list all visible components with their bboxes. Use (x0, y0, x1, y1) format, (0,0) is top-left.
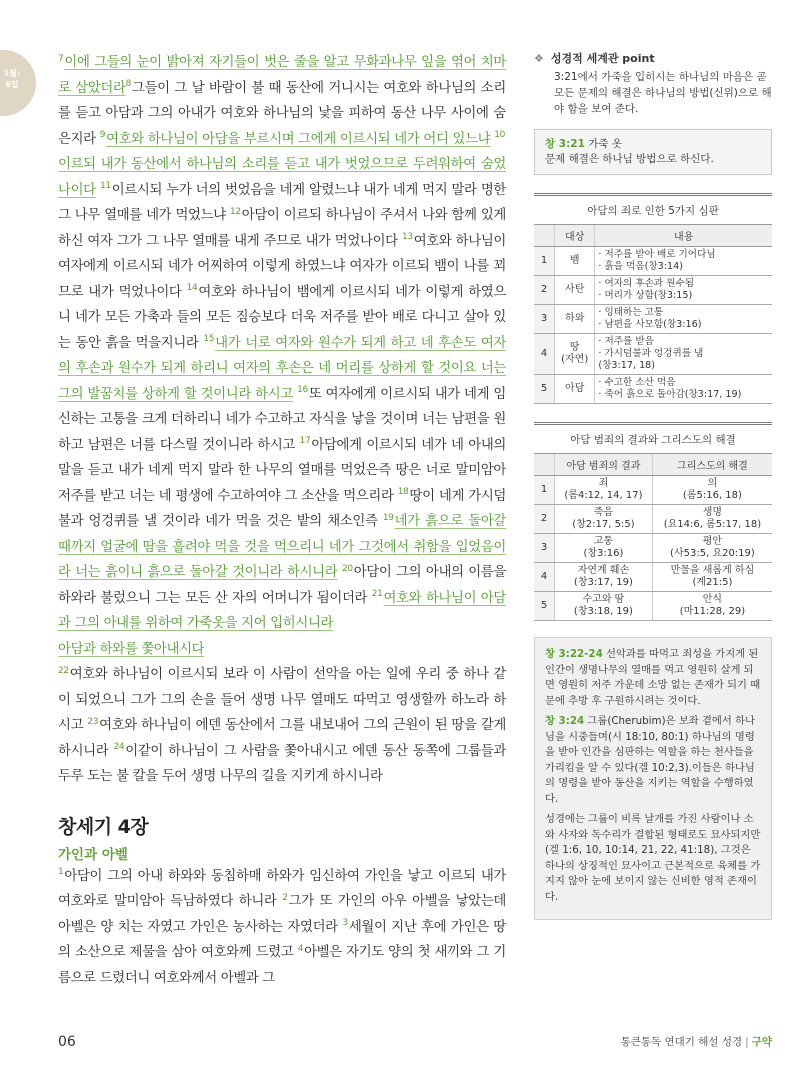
row-number: 1 (534, 247, 555, 276)
col-content: 내용 (595, 225, 772, 247)
judgment-target: 하와 (555, 305, 595, 334)
highlighted-verse-text: 여호와 하나님이 아담을 부르시며 그에게 이르시되 네가 어디 있느냐 (106, 131, 491, 147)
judgment-content: · 여자의 후손과 원수됨 · 머리가 상함(창3:15) (595, 276, 772, 305)
verse-number: 10 (494, 130, 505, 141)
christ-solution: 안식 (마11:28, 29) (652, 592, 772, 621)
verse-number: 21 (371, 589, 383, 600)
diamond-cluster-icon: ❖ (534, 51, 544, 65)
table-row (534, 247, 772, 276)
table-row (534, 334, 772, 375)
judgment-target: 뱀 (555, 247, 595, 276)
judgment-table (534, 193, 772, 404)
verse-text: 아담이 이르되 하나님이 주셔서 나와 함께 있게 하신 여자 그가 그 나무 열매를 내게 주므로 내가 먹었나이다 (58, 208, 507, 249)
col-solution: 그리스도의 해결 (652, 454, 772, 476)
judgment-target: 사탄 (555, 276, 595, 305)
verse-text: 아벨은 자기도 양의 첫 새끼와 그 기름으로 드렸더니 여호와께서 아벨과 그 (58, 945, 507, 986)
verse-text: 여호와 하나님이 뱀에게 이르시되 네가 이렇게 하였으니 네가 모든 가축과 들의 모든 짐승보다 더욱 저주를 받아 배로 다니고 살아 있는 동안 흙을 먹을지니라 (58, 284, 506, 351)
verse-number: 14 (186, 283, 198, 294)
highlighted-verse-text: 이르되 내가 동산에서 하나님의 소리를 듣고 내가 벗었으므로 두려워하여 숨었나이다 (58, 157, 506, 198)
row-number: 5 (534, 592, 555, 621)
verse-number: 4 (297, 943, 304, 954)
highlighted-verse-text: 이에 그들의 눈이 밝아져 자기들이 벗은 줄을 알고 무화과나무 잎을 엮어 치마로 삼았더라 (58, 55, 506, 96)
verse-number: 16 (297, 385, 308, 396)
judgment-content: · 수고한 소산 먹음 · 죽어 흙으로 돌아감(창3:17, 19) (595, 375, 772, 404)
note-3-22-24: 창 3:22-24 선악과를 따먹고 죄성을 가지게 된 인간이 생명나무의 열매를 먹고 영원히 살게 되면 영원히 저주 가운데 소망 없는 존재가 되기 때문에 추방 후 구원하시려는 것이다. (545, 648, 761, 707)
verse-number: 17 (299, 436, 311, 447)
verse-number: 11 (99, 181, 111, 192)
verse-number: 13 (401, 232, 413, 243)
section-label: 구약 (751, 1036, 772, 1048)
sin-result: 고통 (창3:16) (555, 534, 653, 563)
row-number: 1 (534, 476, 555, 505)
day-tab (0, 50, 36, 116)
verse-text: 여호와 하나님이 이르시되 보라 이 사람이 선악을 아는 일에 우리 중 하나 같이 되었으니 그가 그의 손을 들어 생명 나무 열매도 따먹고 영생할까 하노라 하시고 (58, 667, 506, 733)
verse-number: 19 (382, 512, 394, 523)
row-number: 3 (534, 305, 555, 334)
running-footer: 통큰통독 연대기 해설 성경 | 구약 (620, 1036, 772, 1048)
verse-number: 9 (99, 130, 106, 141)
verse-number: 8 (125, 79, 131, 90)
highlighted-verse-text: 네가 흙으로 돌아갈 때까지 얼굴에 땀을 흘려야 먹을 것을 먹으리니 네가 그것에서 취함을 입었음이라 너는 흙이니 흙으로 돌아갈 것이니라 하시니라 (58, 514, 506, 580)
note-3-24: 창 3:24 그룹(Cherubim)은 보좌 곁에서 하나님을 시중들며(시 18:10, 80:1) 하나님의 명령을 받아 인간을 심판하는 역할을 하는 천사들을 가리킴을 알 수 있다(겔 10:2,3).이들은 하나님의 명령을 받아 동산을 지키는 역할을 수행하였다. (545, 715, 755, 805)
sin-result: 수고와 땀 (창3:18, 19) (555, 592, 653, 621)
verse-text: 이같이 하나님이 그 사람을 쫓아내시고 에덴 동산 동쪽에 그룹들과 두루 도는 불 칼을 두어 생명 나무의 길을 지키게 하시니라 (58, 743, 506, 784)
worldview-point-text: 3:21에서 가죽을 입히시는 하나님의 마음은 곧 모든 문제의 해결은 하나님의 방법(신위)으로 해야 함을 보여 준다. (554, 71, 772, 115)
verse-number: 22 (58, 665, 69, 676)
row-number: 5 (534, 375, 555, 404)
verse-number: 7 (58, 53, 64, 64)
results-solution-table (534, 422, 772, 621)
judgment-target: 아담 (555, 375, 595, 404)
verse-number: 20 (341, 563, 353, 574)
table-row (534, 592, 772, 621)
judgment-target: 땅 (자연) (555, 334, 595, 375)
sin-result: 죄 (롬4:12, 14, 17) (555, 476, 653, 505)
christ-solution: 생명 (요14:6, 롬5:17, 18) (652, 505, 772, 534)
verse-text: 이르시되 누가 너의 벗었음을 네게 알렸느냐 내가 네게 먹지 말라 명한 그 나무 열매를 네가 먹었느냐 (58, 182, 506, 223)
table-row (534, 534, 772, 563)
row-number: 2 (534, 276, 555, 305)
commentary-notes (534, 637, 772, 920)
row-number: 3 (534, 534, 555, 563)
verse-text: 그들이 그 날 바람이 불 때 동산에 거니시는 여호와 하나님의 소리를 듣고 아담과 그의 아내가 여호와 하나님의 낯을 피하여 동산 나무 사이에 숨은지라 (58, 80, 506, 147)
table-row (534, 505, 772, 534)
verse-text: 여호와 하나님이 에덴 동산에서 그를 내보내어 그의 근원이 된 땅을 갈게 하시니라 (58, 718, 507, 759)
worldview-point-heading: ❖ 성경적 세계관 point (534, 51, 655, 65)
row-number: 2 (534, 505, 555, 534)
day-tab-label: 1월- 6일 (3, 69, 21, 89)
verse-text: 또 여자에게 이르시되 내가 네게 임신하는 고통을 크게 더하리니 네가 수고하고 자식을 낳을 것이며 너는 남편을 원하고 남편은 너를 다스릴 것이니라 하시고 (58, 386, 506, 453)
genesis-3-passage (58, 50, 506, 790)
christ-solution: 의 (롬5:16, 18) (652, 476, 772, 505)
verse-number: 3 (342, 918, 348, 929)
genesis-4-passage (58, 864, 506, 992)
table-row (534, 563, 772, 592)
verse-number: 24 (113, 742, 125, 753)
christ-solution: 평안 (사53:5, 요20:19) (652, 534, 772, 563)
highlighted-verse-text: 내가 너로 여자와 원수가 되게 하고 네 후손도 여자의 후손과 원수가 되게 하리니 여자의 후손은 네 머리를 상하게 할 것이요 너는 그의 발꿈치를 상하게 할 것이니라 하시고 (58, 335, 506, 402)
table-row (534, 476, 772, 505)
judgment-content: · 잉태하는 고통 · 남편을 사모함(창3:16) (595, 305, 772, 334)
book-title: 통큰통독 연대기 해설 성경 (620, 1036, 743, 1048)
col-target: 대상 (555, 225, 595, 247)
verse-number: 1 (58, 867, 64, 878)
table-row (534, 305, 772, 334)
commentary-sidebar (534, 50, 772, 920)
scripture-column (58, 50, 506, 991)
verse-text: 아담이 그의 아내의 이름을 하와라 불렀으니 그는 모든 산 자의 어머니가 됨이더라 (58, 565, 506, 606)
verse-text: 땅이 네게 가시덤불과 엉겅퀴를 낼 것이라 네가 먹을 것은 밭의 채소인즉 (58, 488, 506, 529)
highlighted-verse-text: 여호와 하나님이 아담과 그의 아내를 위하여 가죽옷을 지어 입히시니라 (58, 590, 506, 631)
row-number: 4 (534, 563, 555, 592)
highlighted-verse-text: 아담과 하와를 쫓아내시다 (58, 641, 205, 657)
verse-number: 2 (282, 892, 288, 903)
verse-text: 아담이 그의 아내 하와와 동침하매 하와가 임신하여 가인을 낳고 이르되 내가 여호와로 말미암아 득남하였다 하니라 (58, 868, 506, 909)
judgment-table-title: 아담의 죄로 인한 5가지 심판 (534, 193, 772, 225)
verse-text: 그가 또 가인의 아우 아벨을 낳았는데 아벨은 양 치는 자였고 가인은 농사하는 자였더라 (58, 894, 506, 935)
verse-number: 18 (397, 487, 409, 498)
note-box-3-21: 창 3:21 가죽 옷 문제 해결은 하나님 방법으로 하신다. (534, 129, 772, 175)
verse-text: 세월이 지난 후에 가인은 땅의 소산으로 제물을 삼아 여호와께 드렸고 (58, 919, 506, 960)
verse-number: 12 (229, 206, 241, 217)
note-cherubim: 성경에는 그룹이 비록 날개를 가진 사람이나 소와 사자와 독수리가 결합된 형태로도 묘사되지만(겔 1:6, 10, 10:14, 21, 22, 41:18), 그것은 하나의 상징적인 묘사이고 근본적으로 육체를 가지지 않아 눈에 보이지 않는 신비한 영적 존재이다. (545, 813, 761, 903)
verse-number: 15 (203, 334, 215, 345)
verse-text: 여호와 하나님이 여자에게 이르시되 네가 어찌하여 이렇게 하였느냐 여자가 이르되 뱀이 나를 꾀므로 내가 먹었나이다 (58, 233, 506, 300)
judgment-content: · 저주를 받아 배로 기어다님 · 흙을 먹음(창3:14) (595, 247, 772, 276)
row-number: 4 (534, 334, 555, 375)
sin-result: 죽음 (창2:17, 5:5) (555, 505, 653, 534)
chapter-title: 창세기 4장 (58, 815, 149, 838)
christ-solution: 만물을 새롭게 하심 (계21:5) (652, 563, 772, 592)
sin-result: 자연계 훼손 (창3:17, 19) (555, 563, 653, 592)
judgment-content: · 저주를 받음 · 가시덤불과 엉겅퀴를 냄 (창3:17, 18) (595, 334, 772, 375)
col-result: 아담 범죄의 결과 (555, 454, 653, 476)
verse-text: 아담에게 이르시되 네가 네 아내의 말을 듣고 내가 네게 먹지 말라 한 나무의 열매를 먹었은즉 땅은 너로 말미암아 저주를 받고 너는 네 평생에 수고하여야 그 소산을 먹으리라 (58, 437, 507, 504)
table-row (534, 276, 772, 305)
table-row (534, 375, 772, 404)
results-table-title: 아담 범죄의 결과와 그리스도의 해결 (534, 422, 772, 454)
chapter-subtitle: 가인과 아벨 (58, 846, 128, 863)
page-number: 06 (58, 1034, 76, 1050)
verse-number: 23 (87, 716, 99, 727)
